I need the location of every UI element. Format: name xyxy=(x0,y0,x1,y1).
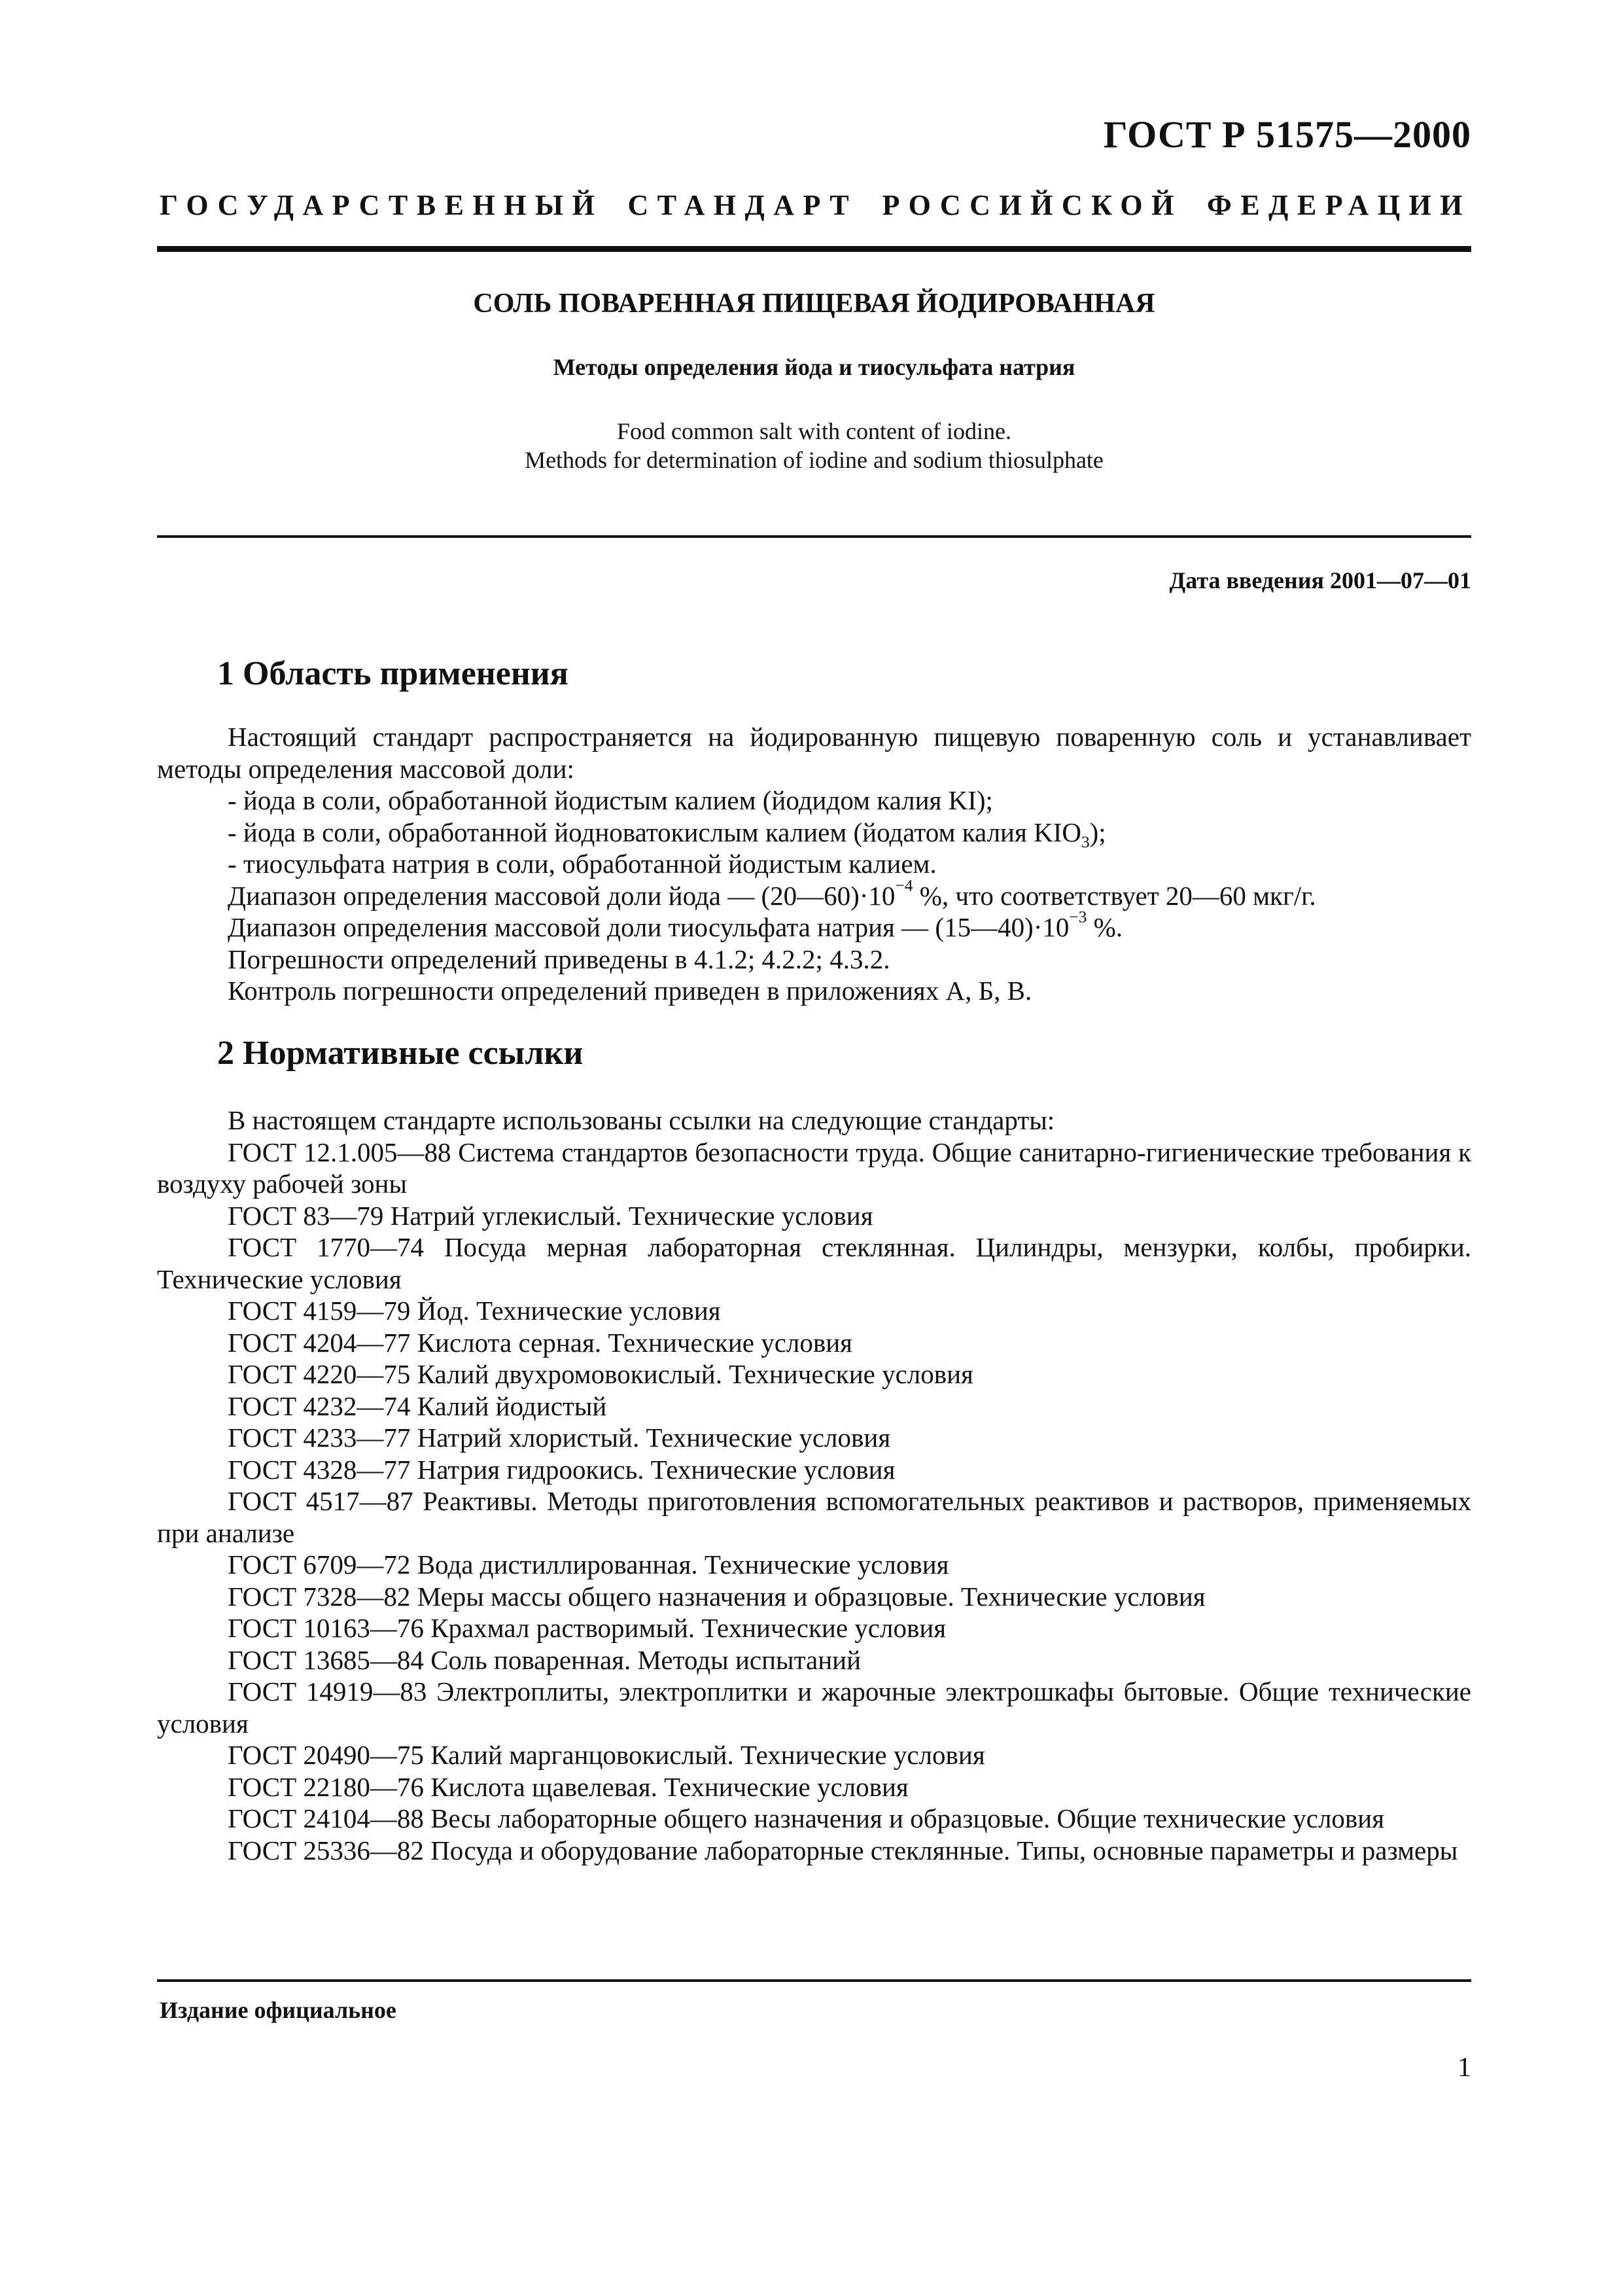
reference-title: Вода дистиллированная. Технические условия xyxy=(417,1549,949,1580)
document-number: ГОСТ Р 51575—2000 xyxy=(1103,113,1471,156)
reference-code: ГОСТ 6709—72 xyxy=(228,1549,411,1580)
iodine-range: Диапазон определения массовой доли йода — $(20—60)\cdot 10^{-4}$ %, что соответствует 20—60 мкг/г. xyxy=(228,875,1316,911)
reference-item xyxy=(157,1803,1471,1835)
reference-item xyxy=(157,1358,1471,1390)
reference-title: Калий марганцовокислый. Технические условия xyxy=(430,1740,985,1770)
english-title-line-1: Food common salt with content of iodine. xyxy=(617,418,1011,444)
organization-title: ГОСУДАРСТВЕННЫЙ СТАНДАРТ РОССИЙСКОЙ ФЕДЕРАЦИИ xyxy=(160,189,1471,221)
reference-title: Натрия гидроокись. Технические условия xyxy=(417,1454,896,1485)
scope-item-iodide: - йода в соли, обработанной йодистым калием (йодидом калия KI); xyxy=(228,785,993,815)
control-note: Контроль погрешности определений приведен в приложениях А, Б, В. xyxy=(228,976,1032,1006)
reference-item xyxy=(157,1549,1471,1581)
reference-item xyxy=(157,1581,1471,1613)
reference-code: ГОСТ 10163—76 xyxy=(228,1613,424,1643)
reference-title: Кислота серная. Технические условия xyxy=(417,1327,853,1358)
reference-title: Натрий углекислый. Технические условия xyxy=(390,1200,873,1231)
english-title xyxy=(157,417,1471,474)
section-2-heading: 2 Нормативные ссылки xyxy=(217,1034,584,1072)
reference-item xyxy=(157,1390,1471,1422)
reference-title: Реактивы. Методы приготовления вспомогательных реактивов и растворов, применяемых при анализе xyxy=(157,1486,1472,1548)
reference-item xyxy=(157,1835,1471,1867)
reference-title: Посуда и оборудование лабораторные стеклянные. Типы, основные параметры и размеры xyxy=(430,1835,1458,1865)
reference-item xyxy=(157,1137,1471,1200)
reference-item xyxy=(157,1295,1471,1327)
standard-title: СОЛЬ ПОВАРЕННАЯ ПИЩЕВАЯ ЙОДИРОВАННАЯ xyxy=(473,289,1155,319)
reference-title: Электроплиты, электроплитки и жарочные электрошкафы бытовые. Общие технические условия xyxy=(157,1676,1472,1739)
scope-item-iodate: - йода в соли, обработанной йодноватокислым калием (йодатом калия $KIO_3$); xyxy=(228,817,1106,851)
page-number: 1 xyxy=(1457,2053,1471,2083)
scope-paragraph: Настоящий стандарт распространяется на йодированную пищевую поваренную соль и устанавливает методы определения массовой доли: xyxy=(157,722,1471,784)
reference-code: ГОСТ 20490—75 xyxy=(228,1740,424,1770)
reference-code: ГОСТ 1770—74 xyxy=(228,1232,425,1262)
reference-list xyxy=(157,1137,1471,1867)
section-1-body xyxy=(157,721,1471,1007)
reference-title: Весы лабораторные общего назначения и образцовые. Общие технические условия xyxy=(430,1803,1385,1833)
reference-title: Натрий хлористый. Технические условия xyxy=(417,1422,891,1453)
reference-code: ГОСТ 4204—77 xyxy=(228,1327,411,1358)
reference-code: ГОСТ 22180—76 xyxy=(228,1771,424,1802)
reference-code: ГОСТ 4232—74 xyxy=(228,1390,411,1421)
reference-title: Посуда мерная лабораторная стеклянная. Цилиндры, мензурки, колбы, пробирки. Технические условия xyxy=(157,1232,1472,1294)
reference-item xyxy=(157,1200,1471,1232)
footer-rule xyxy=(157,1979,1471,1982)
reference-code: ГОСТ 4233—77 xyxy=(228,1422,411,1453)
reference-code: ГОСТ 83—79 xyxy=(228,1200,384,1231)
section-1-heading: 1 Область применения xyxy=(217,655,568,692)
header-rule xyxy=(157,246,1471,252)
reference-code: ГОСТ 4159—79 xyxy=(228,1296,411,1326)
reference-code: ГОСТ 25336—82 xyxy=(228,1835,424,1865)
reference-code: ГОСТ 14919—83 xyxy=(228,1676,427,1706)
reference-item xyxy=(157,1676,1471,1739)
errors-note: Погрешности определений приведены в 4.1.2; 4.2.2; 4.3.2. xyxy=(228,944,890,974)
thiosulphate-range: Диапазон определения массовой доли тиосульфата натрия — $(15—40)\cdot 10^{-3}$ %. xyxy=(228,908,1123,942)
section-2-body xyxy=(157,1104,1471,1866)
reference-item xyxy=(157,1485,1471,1549)
reference-item xyxy=(157,1612,1471,1644)
reference-title: Калий йодистый xyxy=(417,1390,607,1421)
reference-item xyxy=(157,1771,1471,1803)
reference-code: ГОСТ 24104—88 xyxy=(228,1803,424,1833)
official-edition-label: Издание официальное xyxy=(160,1997,396,2023)
reference-title: Система стандартов безопасности труда. Общие санитарно-гигиенические требования к воздуху рабочей зоны xyxy=(157,1137,1471,1199)
reference-item xyxy=(157,1739,1471,1771)
introduction-date: Дата введения 2001—07—01 xyxy=(1169,567,1471,593)
reference-title: Меры массы общего назначения и образцовые. Технические условия xyxy=(417,1581,1206,1612)
reference-item xyxy=(157,1644,1471,1676)
reference-code: ГОСТ 4517—87 xyxy=(228,1486,413,1516)
reference-item xyxy=(157,1454,1471,1486)
title-rule xyxy=(157,535,1471,538)
reference-code: ГОСТ 13685—84 xyxy=(228,1644,424,1675)
reference-title: Соль поваренная. Методы испытаний xyxy=(430,1644,862,1675)
reference-title: Йод. Технические условия xyxy=(417,1296,721,1326)
scope-item-thiosulphate: - тиосульфата натрия в соли, обработанной йодистым калием. xyxy=(228,849,937,879)
reference-item xyxy=(157,1327,1471,1359)
reference-title: Крахмал растворимый. Технические условия xyxy=(430,1613,947,1643)
english-title-line-2: Methods for determination of iodine and sodium thiosulphate xyxy=(525,447,1104,473)
reference-code: ГОСТ 12.1.005—88 xyxy=(228,1137,451,1167)
reference-code: ГОСТ 4220—75 xyxy=(228,1359,411,1389)
references-intro: В настоящем стандарте использованы ссылки на следующие стандарты: xyxy=(228,1105,1055,1135)
reference-item xyxy=(157,1231,1471,1295)
standard-subtitle: Методы определения йода и тиосульфата натрия xyxy=(553,354,1075,380)
reference-code: ГОСТ 4328—77 xyxy=(228,1454,411,1485)
reference-item xyxy=(157,1422,1471,1454)
reference-code: ГОСТ 7328—82 xyxy=(228,1581,411,1612)
reference-title: Кислота щавелевая. Технические условия xyxy=(430,1771,909,1802)
reference-title: Калий двухромовокислый. Технические условия xyxy=(417,1359,973,1389)
